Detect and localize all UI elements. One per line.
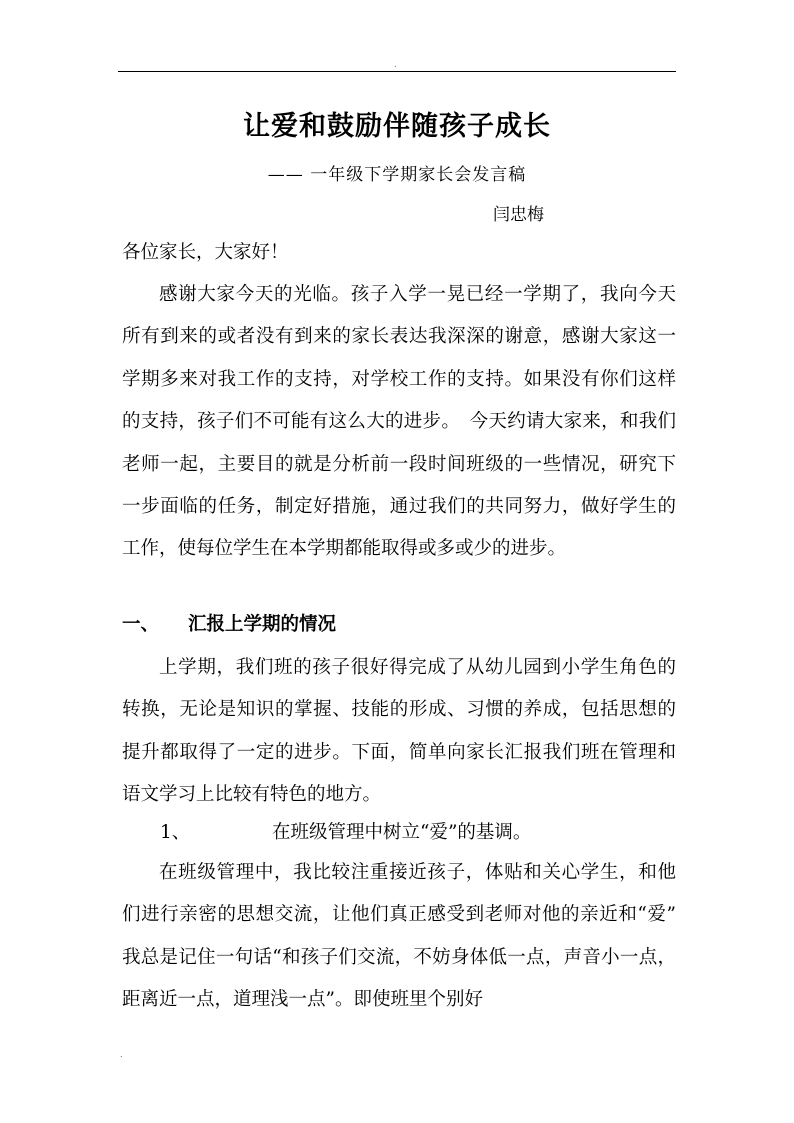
greeting: 各位家长，大家好！ bbox=[122, 242, 289, 263]
section-heading bbox=[122, 610, 336, 636]
header-rule bbox=[118, 71, 676, 72]
subsection-heading bbox=[160, 818, 531, 844]
header-mark: . bbox=[394, 60, 397, 69]
subsection-number: 1、 bbox=[160, 822, 191, 843]
subsection-title: 在班级管理中树立“爱”的基调。 bbox=[272, 822, 532, 843]
document-title: 让爱和鼓励伴随孩子成长 bbox=[243, 111, 551, 142]
section-number: 一、 bbox=[122, 614, 160, 635]
section-title: 汇报上学期的情况 bbox=[188, 614, 337, 635]
footer-mark: . bbox=[120, 1050, 123, 1059]
paragraph-summary: 上学期，我们班的孩子很好得完成了从幼儿园到小学生角色的转换，无论是知识的掌握、技能的形成、习惯的养成，包括思想的提升都取得了一定的进步。下面，简单向家长汇报我们班在管理和语文学习上比较有特色的地方。 bbox=[122, 657, 676, 806]
author-name: 闫忠梅 bbox=[493, 205, 544, 225]
paragraph-intro: 感谢大家今天的光临。孩子入学一晃已经一学期了，我向今天所有到来的或者没有到来的家长表达我深深的谢意，感谢大家这一学期多来对我工作的支持，对学校工作的支持。如果没有你们这样的支持，孩子们不可能有这么大的进步。 今天约请大家来，和我们老师一起，主要目的就是分析前一段时间班级的一些情况，研究下一步面临的任务，制定好措施，通过我们的共同努力，做好学生的工作，使每位学生在本学期都能取得或多或少的进步。 bbox=[122, 284, 676, 560]
paragraph-class-management: 在班级管理中，我比较注重接近孩子，体贴和关心学生，和他们进行亲密的思想交流，让他们真正感受到老师对他的亲近和“爱” 我总是记住一句话“和孩子们交流，不妨身体低一点，声音小一点，距离近一点，道理浅一点”。即使班里个别好 bbox=[122, 862, 695, 1011]
document-subtitle: —— 一年级下学期家长会发言稿 bbox=[267, 165, 527, 185]
